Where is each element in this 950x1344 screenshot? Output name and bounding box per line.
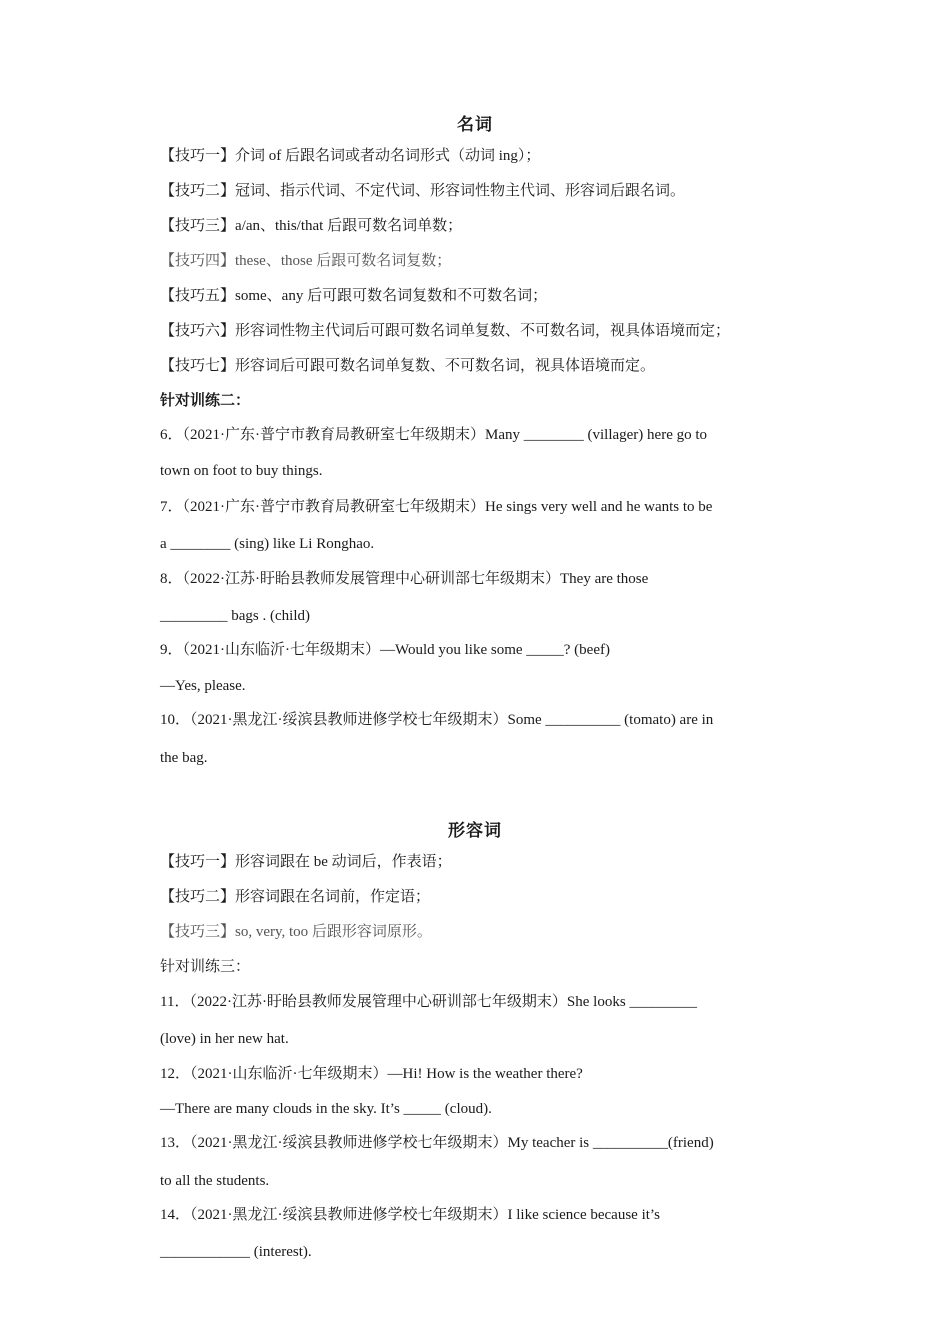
question-9-line-1: 9．（2021·山东临沂·七年级期末）—Would you like some _____? (beef)	[160, 642, 610, 658]
noun-training-title: 针对训练二：	[160, 393, 251, 409]
question-13-line-1: 13．（2021·黑龙江·绥滨县教师进修学校七年级期末）My teacher is __________(friend)	[160, 1135, 714, 1151]
question-10-line-2: the bag.	[160, 750, 208, 766]
question-13-line-2: to all the students.	[160, 1173, 270, 1189]
question-6-line-1: 6．（2021·广东·普宁市教育局教研室七年级期末）Many ________ (villager) here go to	[160, 427, 708, 443]
question-14-line-1: 14．（2021·黑龙江·绥滨县教师进修学校七年级期末）I like science because it’s	[160, 1207, 660, 1223]
question-10-line-1: 10．（2021·黑龙江·绥滨县教师进修学校七年级期末）Some __________ (tomato) are in	[160, 712, 714, 728]
noun-tip-2: 【技巧二】冠词、指示代词、不定代词、形容词性物主代词、形容词后跟名词。	[160, 183, 686, 199]
question-12-line-1: 12．（2021·山东临沂·七年级期末）—Hi! How is the weather there?	[160, 1066, 583, 1082]
question-8-line-2: _________ bags . (child)	[160, 608, 310, 624]
question-11-line-2: (love) in her new hat.	[160, 1031, 289, 1047]
noun-tip-7: 【技巧七】形容词后可跟可数名词单复数、不可数名词，视具体语境而定。	[160, 358, 656, 374]
adjective-training-title: 针对训练三：	[160, 959, 251, 975]
adjective-tip-3: 【技巧三】so, very, too 后跟形容词原形。	[160, 924, 432, 940]
question-11-line-1: 11．（2022·江苏·盱眙县教师发展管理中心研训部七年级期末）She looks _________	[160, 994, 697, 1010]
noun-tip-5: 【技巧五】some、any 后可跟可数名词复数和不可数名词；	[160, 288, 548, 304]
question-8-line-1: 8．（2022·江苏·盱眙县教师发展管理中心研训部七年级期末）They are those	[160, 571, 649, 587]
question-7-line-2: a ________ (sing) like Li Ronghao.	[160, 536, 375, 552]
noun-section-title: 名词	[457, 115, 493, 135]
noun-tip-6: 【技巧六】形容词性物主代词后可跟可数名词单复数、不可数名词，视具体语境而定；	[160, 323, 731, 339]
question-6-line-2: town on foot to buy things.	[160, 463, 323, 479]
noun-tip-4: 【技巧四】these、those 后跟可数名词复数；	[160, 253, 452, 269]
question-9-line-2: —Yes, please.	[160, 678, 246, 694]
noun-tip-1: 【技巧一】介词 of 后跟名词或者动名词形式（动词 ing）；	[160, 148, 541, 164]
adjective-tip-1: 【技巧一】形容词跟在 be 动词后，作表语；	[160, 854, 452, 870]
question-7-line-1: 7．（2021·广东·普宁市教育局教研室七年级期末）He sings very well and he wants to be	[160, 499, 713, 515]
noun-tip-3: 【技巧三】a/an、this/that 后跟可数名词单数；	[160, 218, 463, 234]
question-12-line-2: —There are many clouds in the sky. It’s _____ (cloud).	[160, 1101, 492, 1117]
adjective-section-title: 形容词	[448, 821, 502, 841]
adjective-tip-2: 【技巧二】形容词跟在名词前，作定语；	[160, 889, 431, 905]
question-14-line-2: ____________ (interest).	[160, 1244, 312, 1260]
